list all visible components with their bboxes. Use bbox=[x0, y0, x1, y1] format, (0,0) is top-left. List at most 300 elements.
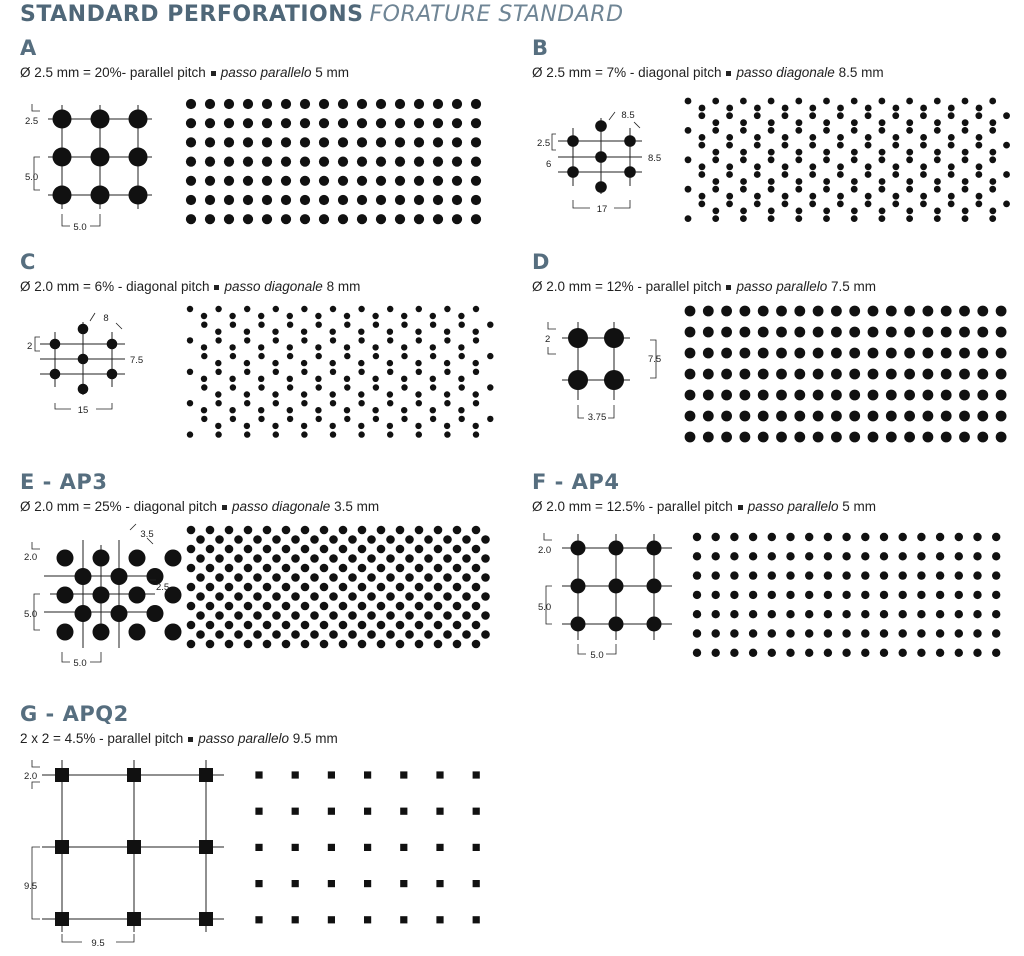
hole bbox=[453, 545, 462, 554]
hole bbox=[57, 587, 74, 604]
hole bbox=[338, 176, 348, 186]
hole bbox=[754, 201, 761, 208]
hole bbox=[730, 533, 738, 541]
square-hole bbox=[255, 771, 262, 778]
hole bbox=[740, 127, 747, 134]
dimension-line bbox=[32, 104, 40, 111]
hole bbox=[201, 376, 207, 382]
hole bbox=[712, 149, 719, 156]
hole bbox=[291, 573, 300, 582]
hole bbox=[234, 592, 243, 601]
hole bbox=[377, 564, 386, 573]
hole bbox=[281, 176, 291, 186]
hole bbox=[196, 611, 205, 620]
hole bbox=[373, 384, 379, 390]
pattern-c bbox=[187, 306, 494, 438]
hole bbox=[443, 535, 452, 544]
hole bbox=[187, 337, 193, 343]
hole bbox=[196, 554, 205, 563]
hole bbox=[948, 134, 955, 141]
hole bbox=[749, 629, 757, 637]
hole bbox=[206, 526, 215, 535]
hole bbox=[358, 306, 364, 312]
hole bbox=[992, 571, 1000, 579]
square-hole bbox=[55, 768, 69, 782]
dimension-label: 9.5 bbox=[24, 881, 38, 892]
hole bbox=[282, 621, 291, 630]
hole bbox=[430, 344, 436, 350]
hole bbox=[768, 610, 776, 618]
hole bbox=[338, 157, 348, 167]
hole bbox=[842, 649, 850, 657]
hole bbox=[315, 407, 321, 413]
hole bbox=[893, 134, 900, 141]
hole bbox=[703, 369, 714, 380]
hole bbox=[434, 640, 443, 649]
hole bbox=[196, 573, 205, 582]
hole bbox=[809, 105, 816, 112]
hole bbox=[300, 214, 310, 224]
hole bbox=[1003, 201, 1010, 208]
hole bbox=[405, 592, 414, 601]
hole bbox=[244, 431, 250, 437]
hole bbox=[726, 193, 733, 200]
hole bbox=[416, 400, 422, 406]
hole bbox=[879, 98, 886, 105]
hole bbox=[849, 306, 860, 317]
hole bbox=[272, 360, 278, 366]
hole bbox=[244, 545, 253, 554]
hole bbox=[879, 119, 886, 126]
hole bbox=[989, 156, 996, 163]
hole bbox=[263, 564, 272, 573]
hole bbox=[768, 208, 775, 215]
hole bbox=[880, 649, 888, 657]
hole bbox=[206, 602, 215, 611]
hole bbox=[316, 322, 322, 328]
square-hole bbox=[199, 912, 213, 926]
hole bbox=[262, 157, 272, 167]
hole bbox=[842, 533, 850, 541]
hole bbox=[730, 552, 738, 560]
hole bbox=[401, 407, 407, 413]
hole bbox=[187, 621, 196, 630]
hole bbox=[740, 119, 747, 126]
hole bbox=[244, 602, 253, 611]
hole bbox=[604, 328, 624, 348]
hole bbox=[899, 533, 907, 541]
square-hole bbox=[199, 768, 213, 782]
hole bbox=[339, 564, 348, 573]
hole bbox=[849, 411, 860, 422]
square-hole bbox=[473, 771, 480, 778]
hole bbox=[712, 610, 720, 618]
hole bbox=[754, 112, 761, 119]
hole bbox=[861, 591, 869, 599]
hole bbox=[754, 163, 761, 170]
hole bbox=[358, 337, 364, 343]
square-hole bbox=[436, 880, 443, 887]
hole bbox=[959, 390, 970, 401]
hole bbox=[712, 98, 719, 105]
hole bbox=[842, 591, 850, 599]
hole bbox=[698, 142, 705, 149]
hole bbox=[786, 649, 794, 657]
hole bbox=[287, 384, 293, 390]
hole bbox=[377, 640, 386, 649]
hole bbox=[768, 149, 775, 156]
hole bbox=[809, 171, 816, 178]
hole bbox=[225, 621, 234, 630]
hole bbox=[415, 526, 424, 535]
hole bbox=[205, 214, 215, 224]
hole bbox=[941, 348, 952, 359]
hole bbox=[977, 411, 988, 422]
hole bbox=[405, 630, 414, 639]
pattern-d bbox=[685, 306, 1007, 443]
hole bbox=[78, 324, 89, 335]
hole bbox=[201, 384, 207, 390]
hole bbox=[472, 602, 481, 611]
section-description: Ø 2.0 mm = 12.5% - parallel pitch passo parallelo 5 mm bbox=[532, 499, 877, 514]
hole bbox=[315, 376, 321, 382]
hole bbox=[977, 348, 988, 359]
hole bbox=[851, 215, 858, 222]
hole bbox=[415, 360, 421, 366]
hole bbox=[230, 384, 236, 390]
hole bbox=[215, 400, 221, 406]
hole bbox=[201, 344, 207, 350]
hole bbox=[754, 171, 761, 178]
hole bbox=[258, 384, 264, 390]
hole bbox=[962, 215, 969, 222]
hole bbox=[685, 348, 696, 359]
hole bbox=[415, 602, 424, 611]
hole bbox=[310, 630, 319, 639]
hole bbox=[234, 630, 243, 639]
square-hole bbox=[436, 916, 443, 923]
hole bbox=[749, 571, 757, 579]
dimension-label: 7.5 bbox=[648, 354, 662, 365]
hole bbox=[376, 137, 386, 147]
hole bbox=[473, 431, 479, 437]
hole bbox=[273, 369, 279, 375]
hole bbox=[794, 369, 805, 380]
hole bbox=[205, 195, 215, 205]
hole bbox=[703, 327, 714, 338]
hole bbox=[201, 322, 207, 328]
hole bbox=[936, 649, 944, 657]
hole bbox=[329, 592, 338, 601]
hole bbox=[813, 411, 824, 422]
hole bbox=[868, 348, 879, 359]
hole bbox=[319, 176, 329, 186]
hole bbox=[568, 328, 588, 348]
hole bbox=[685, 432, 696, 443]
hole bbox=[906, 119, 913, 126]
hole bbox=[726, 134, 733, 141]
square-hole bbox=[364, 808, 371, 815]
hole bbox=[955, 649, 963, 657]
hole bbox=[749, 591, 757, 599]
hole bbox=[344, 407, 350, 413]
hole bbox=[414, 99, 424, 109]
hole bbox=[917, 649, 925, 657]
hole bbox=[281, 99, 291, 109]
hole bbox=[917, 591, 925, 599]
hole bbox=[430, 313, 436, 319]
hole bbox=[699, 134, 706, 141]
hole bbox=[415, 640, 424, 649]
hole bbox=[187, 602, 196, 611]
hole bbox=[301, 602, 310, 611]
hole bbox=[387, 329, 393, 335]
hole bbox=[93, 550, 110, 567]
hole bbox=[768, 591, 776, 599]
hole bbox=[272, 592, 281, 601]
hole bbox=[851, 119, 858, 126]
hole bbox=[273, 431, 279, 437]
hole bbox=[899, 591, 907, 599]
hole bbox=[481, 554, 490, 563]
hole bbox=[395, 214, 405, 224]
hole bbox=[865, 201, 872, 208]
hole bbox=[693, 629, 701, 637]
hole bbox=[387, 400, 393, 406]
hole bbox=[768, 98, 775, 105]
diagram-b bbox=[537, 110, 661, 215]
hole bbox=[920, 112, 927, 119]
hole bbox=[244, 391, 250, 397]
hole bbox=[373, 416, 379, 422]
hole bbox=[281, 137, 291, 147]
hole bbox=[310, 573, 319, 582]
hole bbox=[348, 554, 357, 563]
hole bbox=[462, 611, 471, 620]
section-heading: F - AP4 bbox=[532, 470, 620, 494]
dimension-label: 15 bbox=[77, 405, 89, 416]
hole bbox=[243, 176, 253, 186]
hole bbox=[452, 137, 462, 147]
hole bbox=[955, 629, 963, 637]
hole bbox=[310, 611, 319, 620]
hole bbox=[395, 118, 405, 128]
hole bbox=[224, 99, 234, 109]
hole bbox=[91, 148, 110, 167]
hole bbox=[740, 208, 747, 215]
hole bbox=[703, 411, 714, 422]
dimension-line bbox=[614, 200, 630, 208]
hole bbox=[348, 535, 357, 544]
hole bbox=[224, 137, 234, 147]
hole bbox=[473, 400, 479, 406]
hole bbox=[730, 649, 738, 657]
hole bbox=[462, 592, 471, 601]
hole bbox=[749, 552, 757, 560]
hole bbox=[920, 105, 927, 112]
hole bbox=[880, 571, 888, 579]
hole bbox=[899, 629, 907, 637]
hole bbox=[281, 157, 291, 167]
hole bbox=[754, 134, 761, 141]
hole bbox=[415, 423, 421, 429]
hole bbox=[693, 552, 701, 560]
hole bbox=[749, 610, 757, 618]
hole bbox=[377, 583, 386, 592]
hole bbox=[287, 353, 293, 359]
hole bbox=[165, 624, 182, 641]
hole bbox=[886, 348, 897, 359]
hole bbox=[768, 186, 775, 193]
hole bbox=[376, 195, 386, 205]
dimension-line bbox=[548, 322, 556, 329]
hole bbox=[459, 416, 465, 422]
hole bbox=[1003, 171, 1010, 178]
hole bbox=[430, 384, 436, 390]
hole bbox=[387, 369, 393, 375]
hole bbox=[459, 353, 465, 359]
hole bbox=[693, 571, 701, 579]
hole bbox=[263, 545, 272, 554]
hole bbox=[721, 432, 732, 443]
hole bbox=[215, 360, 221, 366]
hole bbox=[215, 423, 221, 429]
hole bbox=[824, 591, 832, 599]
hole bbox=[813, 327, 824, 338]
hole bbox=[472, 621, 481, 630]
hole bbox=[886, 306, 897, 317]
hole bbox=[647, 617, 662, 632]
dimension-line bbox=[609, 112, 615, 120]
hole bbox=[357, 118, 367, 128]
dimension-line bbox=[608, 405, 614, 418]
hole bbox=[452, 214, 462, 224]
hole bbox=[768, 629, 776, 637]
hole bbox=[444, 391, 450, 397]
hole bbox=[401, 416, 407, 422]
hole bbox=[187, 431, 193, 437]
hole bbox=[473, 329, 479, 335]
hole bbox=[205, 99, 215, 109]
hole bbox=[782, 193, 789, 200]
hole bbox=[330, 400, 336, 406]
hole bbox=[786, 610, 794, 618]
hole bbox=[880, 629, 888, 637]
square-hole bbox=[255, 808, 262, 815]
hole bbox=[229, 376, 235, 382]
hole bbox=[740, 327, 751, 338]
hole bbox=[287, 376, 293, 382]
hole bbox=[186, 176, 196, 186]
hole bbox=[865, 193, 872, 200]
hole bbox=[899, 649, 907, 657]
hole bbox=[948, 142, 955, 149]
hole bbox=[959, 369, 970, 380]
hole bbox=[225, 526, 234, 535]
hole bbox=[906, 156, 913, 163]
hole bbox=[387, 306, 393, 312]
hole bbox=[782, 163, 789, 170]
hole bbox=[253, 611, 262, 620]
hole bbox=[339, 583, 348, 592]
hole bbox=[129, 624, 146, 641]
hole bbox=[996, 306, 1007, 317]
hole bbox=[758, 327, 769, 338]
section-heading: B bbox=[532, 36, 549, 60]
hole bbox=[316, 384, 322, 390]
hole bbox=[740, 186, 747, 193]
hole bbox=[443, 611, 452, 620]
hole bbox=[319, 137, 329, 147]
hole bbox=[387, 423, 393, 429]
hole bbox=[992, 610, 1000, 618]
hole bbox=[685, 98, 692, 105]
hole bbox=[272, 329, 278, 335]
hole bbox=[893, 193, 900, 200]
hole bbox=[339, 602, 348, 611]
hole bbox=[595, 181, 607, 193]
hole bbox=[782, 105, 789, 112]
hole bbox=[433, 99, 443, 109]
hole bbox=[959, 306, 970, 317]
hole bbox=[868, 432, 879, 443]
hole bbox=[899, 552, 907, 560]
hole bbox=[861, 571, 869, 579]
hole bbox=[50, 339, 61, 350]
hole bbox=[796, 149, 803, 156]
hole bbox=[712, 533, 720, 541]
hole bbox=[367, 630, 376, 639]
hole bbox=[206, 621, 215, 630]
hole bbox=[487, 353, 493, 359]
square-hole bbox=[292, 771, 299, 778]
square-hole bbox=[364, 880, 371, 887]
hole bbox=[712, 178, 719, 185]
hole bbox=[473, 369, 479, 375]
square-hole bbox=[55, 912, 69, 926]
hole bbox=[992, 533, 1000, 541]
hole bbox=[282, 640, 291, 649]
hole bbox=[287, 322, 293, 328]
hole bbox=[53, 110, 72, 129]
hole bbox=[861, 610, 869, 618]
hole bbox=[823, 119, 830, 126]
title-italian: FORATURE STANDARD bbox=[369, 2, 624, 27]
hole bbox=[975, 171, 982, 178]
hole bbox=[215, 611, 224, 620]
hole bbox=[879, 127, 886, 134]
hole bbox=[434, 602, 443, 611]
hole bbox=[395, 137, 405, 147]
hole bbox=[962, 208, 969, 215]
hole bbox=[721, 369, 732, 380]
hole bbox=[78, 354, 89, 365]
square-hole bbox=[199, 840, 213, 854]
hole bbox=[147, 605, 164, 622]
hole bbox=[348, 592, 357, 601]
square-hole bbox=[328, 771, 335, 778]
hole bbox=[301, 526, 310, 535]
hole bbox=[805, 552, 813, 560]
hole bbox=[358, 360, 364, 366]
square-hole bbox=[255, 880, 262, 887]
hole bbox=[758, 411, 769, 422]
hole bbox=[434, 545, 443, 554]
hole bbox=[372, 407, 378, 413]
hole bbox=[416, 337, 422, 343]
square-hole bbox=[255, 916, 262, 923]
hole bbox=[405, 554, 414, 563]
